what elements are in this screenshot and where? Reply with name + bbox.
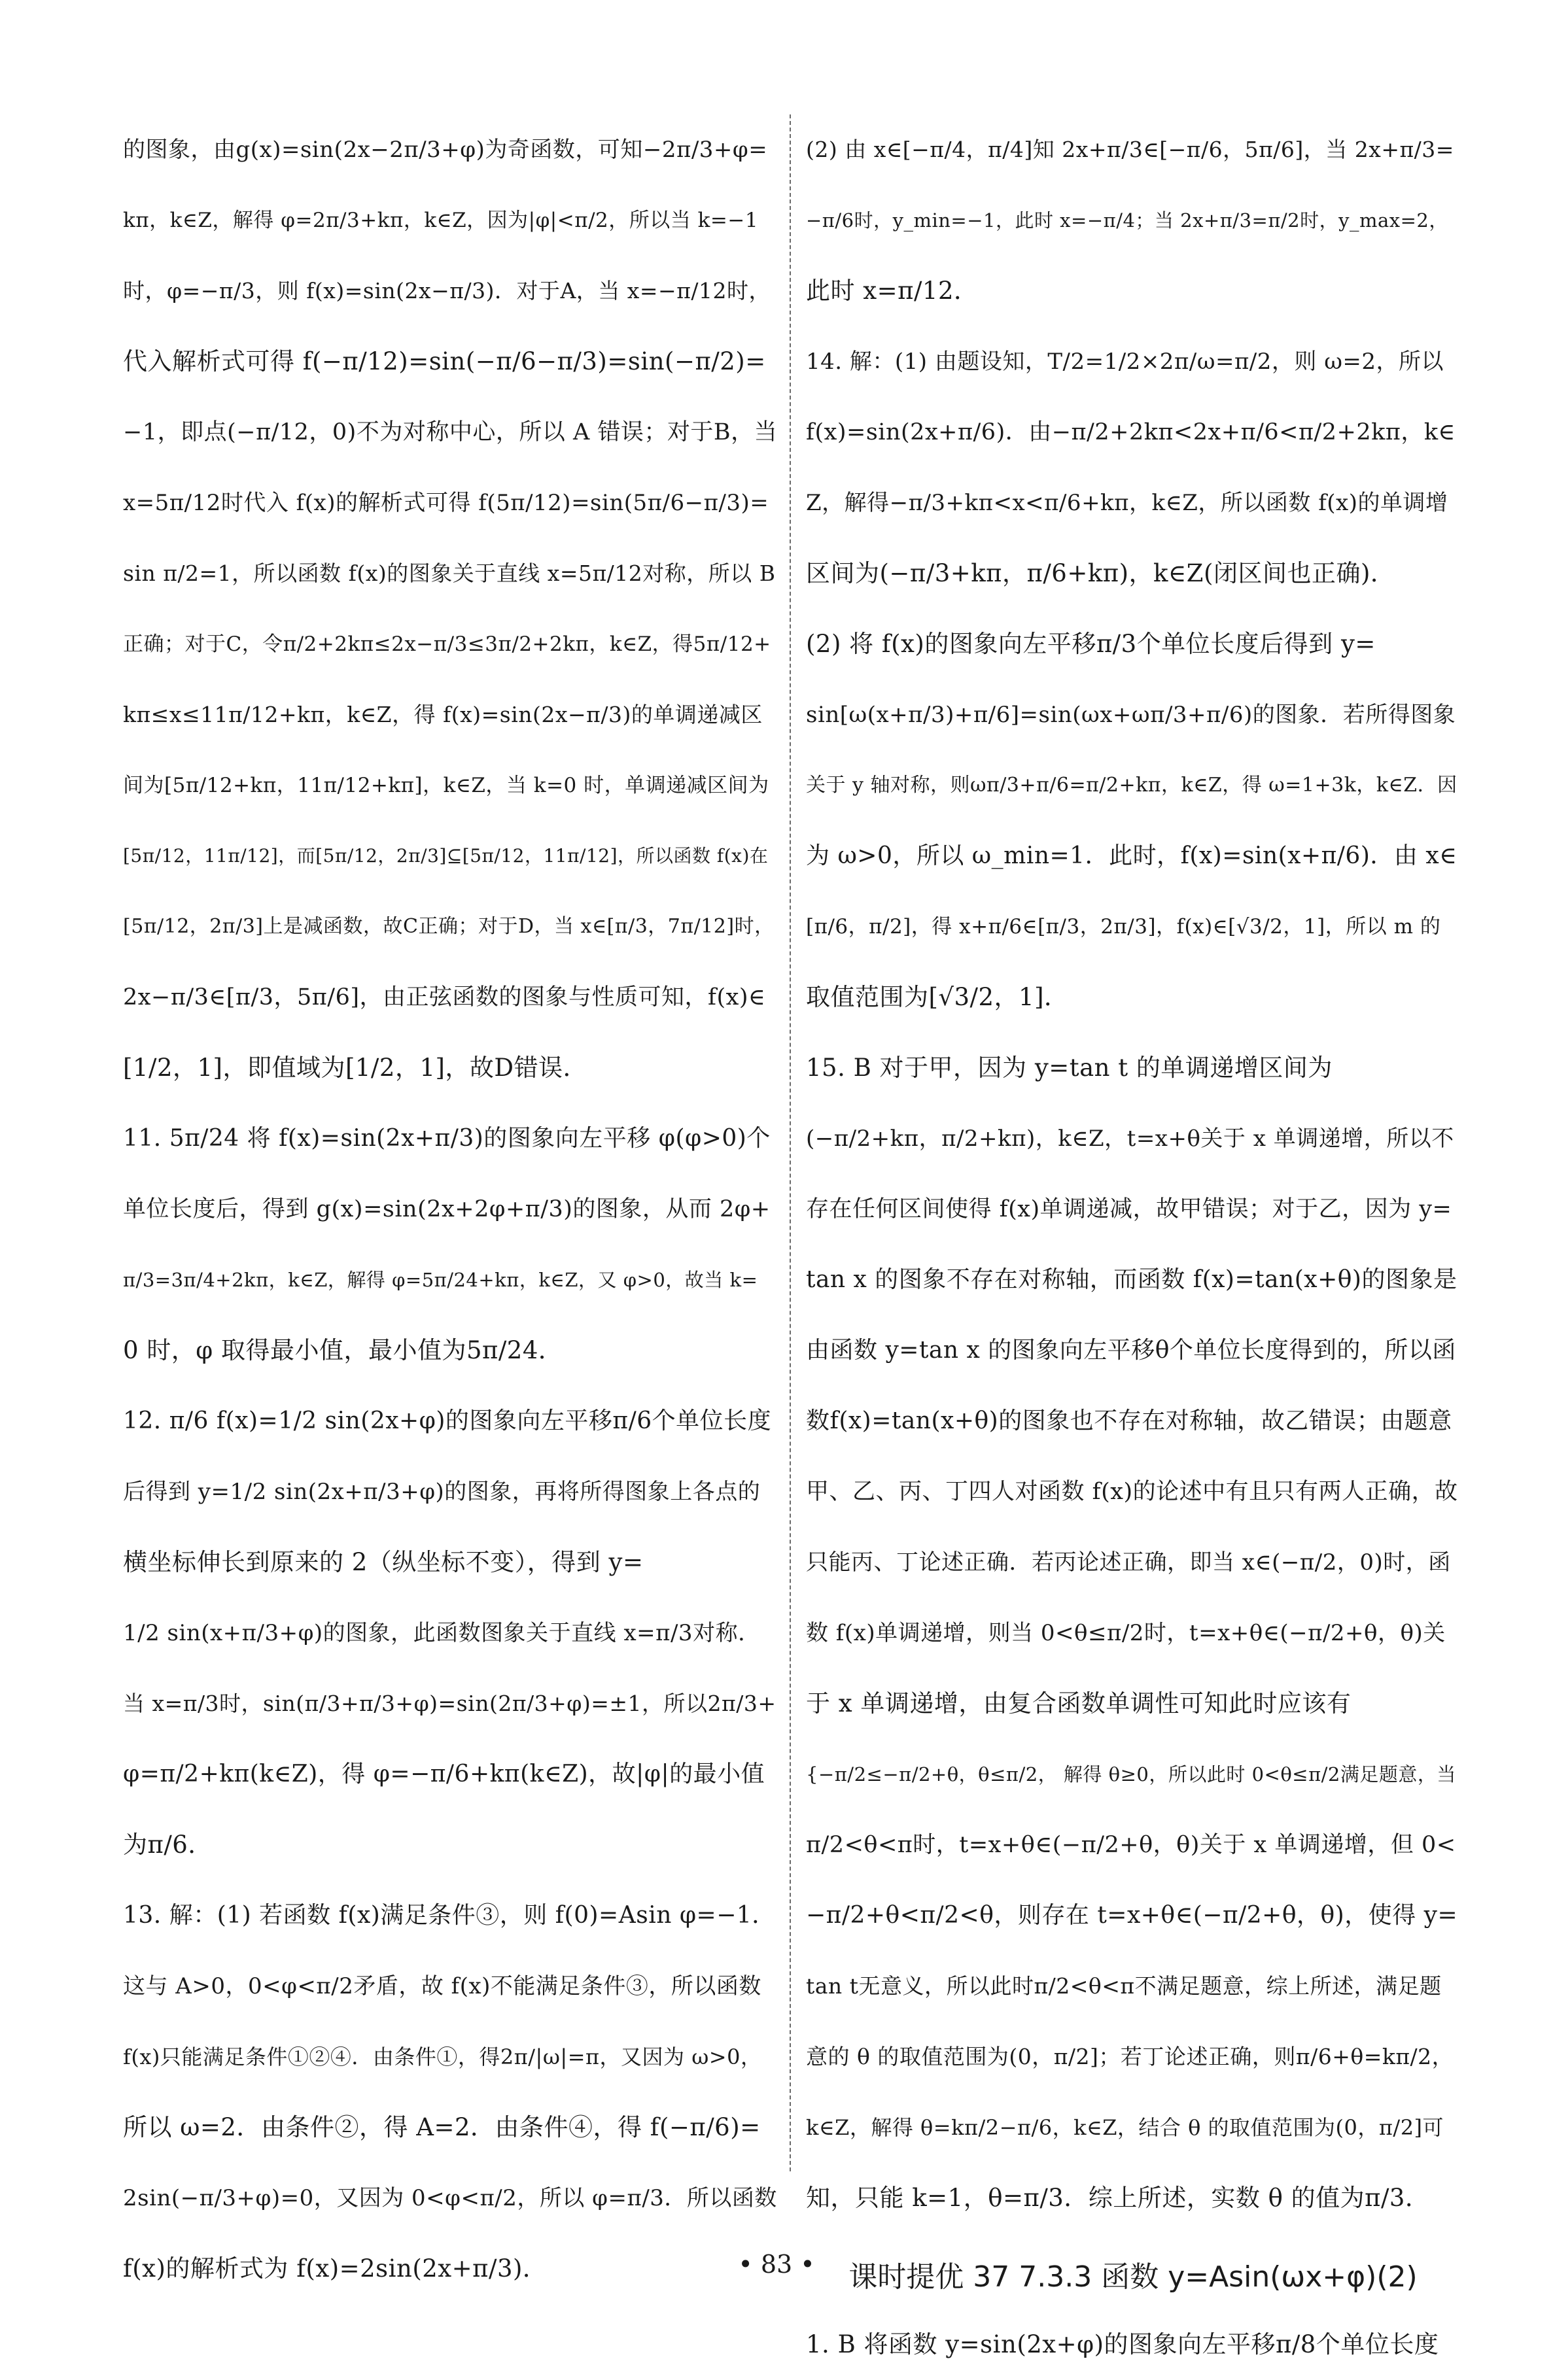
text-line: 为 ω>0，所以 ω_min=1．此时，f(x)=sin(x+π/6)．由 x∈ <box>806 842 1457 869</box>
text-line: k∈Z，解得 θ=kπ/2−π/6，k∈Z，结合 θ 的取值范围为(0，π/2]可 <box>806 2115 1444 2140</box>
text-line: f(x)只能满足条件①②④．由条件①，得2π/|ω|=π，又因为 ω>0， <box>123 2044 762 2069</box>
text-line: 数 f(x)单调递增，则当 0<θ≤π/2时，t=x+θ∈(−π/2+θ，θ)关 <box>806 1620 1446 1646</box>
text-line: 时，φ=−π/3，则 f(x)=sin(2x−π/3)．对于A，当 x=−π/12时， <box>123 278 771 303</box>
text-line: π/2<θ<π时，t=x+θ∈(−π/2+θ，θ)关于 x 单调递增，但 0< <box>806 1832 1456 1858</box>
text-line: 关于 y 轴对称，则ωπ/3+π/6=π/2+kπ，k∈Z，得 ω=1+3k，k∈Z．因 <box>806 774 1457 797</box>
text-line: 取值范围为[√3/2，1]． <box>806 983 1069 1011</box>
text-line: 于 x 单调递增，由复合函数单调性可知此时应该有 <box>806 1689 1352 1717</box>
text-line: Z，解得−π/3+kπ<x<π/6+kπ，k∈Z，所以函数 f(x)的单调增 <box>806 490 1448 516</box>
text-line: 2sin(−π/3+φ)=0，又因为 0<φ<π/2，所以 φ=π/3．所以函数 <box>123 2185 777 2211</box>
text-line: (2) 将 f(x)的图象向左平移π/3个单位长度后得到 y= <box>806 630 1376 658</box>
text-line: kπ，k∈Z，解得 φ=2π/3+kπ，k∈Z，因为|φ|<π/2，所以当 k=−1 <box>123 209 759 232</box>
text-line: 知，只能 k=1，θ=π/3．综上所述，实数 θ 的值为π/3． <box>806 2184 1430 2212</box>
text-line: 为π/6． <box>123 1831 213 1859</box>
text-line: 11. 5π/24 将 f(x)=sin(2x+π/3)的图象向左平移 φ(φ>0)个 <box>123 1125 771 1152</box>
text-line: 所以 ω=2．由条件②，得 A=2．由条件④，得 f(−π/6)= <box>123 2113 761 2141</box>
text-line: 此时 x=π/12． <box>806 277 979 305</box>
text-line: sin π/2=1，所以函数 f(x)的图象关于直线 x=5π/12对称，所以 B <box>123 561 776 586</box>
text-line: 12. π/6 f(x)=1/2 sin(2x+φ)的图象向左平移π/6个单位长度 <box>123 1407 772 1434</box>
text-line: 这与 A>0，0<φ<π/2矛盾，故 f(x)不能满足条件③，所以函数 <box>123 1973 761 1999</box>
text-line: 意的 θ 的取值范围为(0，π/2]；若丁论述正确，则π/6+θ=kπ/2， <box>806 2044 1454 2069</box>
text-line: 当 x=π/3时，sin(π/3+π/3+φ)=sin(2π/3+φ)=±1，所以2π/3+ <box>123 1691 777 1716</box>
text-line: sin[ω(x+π/3)+π/6]=sin(ωx+ωπ/3+π/6)的图象．若所得图象 <box>806 702 1456 728</box>
text-line: −π/2+θ<π/2<θ，则存在 t=x+θ∈(−π/2+θ，θ)，使得 y= <box>806 1902 1458 1929</box>
column-divider <box>790 114 792 2171</box>
text-line: [1/2，1]，即值域为[1/2，1]，故D错误． <box>123 1054 588 1082</box>
text-line: 2x−π/3∈[π/3，5π/6]，由正弦函数的图象与性质可知，f(x)∈ <box>123 984 766 1010</box>
text-line: 间为[5π/12+kπ，11π/12+kπ]，k∈Z，当 k=0 时，单调递减区间为 <box>123 774 769 797</box>
text-line: (−π/2+kπ，π/2+kπ)，k∈Z，t=x+θ关于 x 单调递增，所以不 <box>806 1126 1454 1152</box>
text-line: kπ≤x≤11π/12+kπ，k∈Z，得 f(x)=sin(2x−π/3)的单调递减区 <box>123 702 763 727</box>
text-line: 存在任何区间使得 f(x)单调递减，故甲错误；对于乙，因为 y= <box>806 1196 1452 1222</box>
text-line: f(x)的解析式为 f(x)=2sin(2x+π/3)． <box>123 2254 548 2283</box>
text-line: φ=π/2+kπ(k∈Z)，得 φ=−π/6+kπ(k∈Z)，故|φ|的最小值 <box>123 1761 765 1787</box>
right-column <box>806 114 1460 2380</box>
text-line: tan x 的图象不存在对称轴，而函数 f(x)=tan(x+θ)的图象是 <box>806 1266 1457 1293</box>
text-line: 正确；对于C，令π/2+2kπ≤2x−π/3≤3π/2+2kπ，k∈Z，得5π/12+ <box>123 632 771 656</box>
text-line: [5π/12，2π/3]上是减函数，故C正确；对于D，当 x∈[π/3，7π/12]时， <box>123 915 775 938</box>
text-line: {−π/2≤−π/2+θ，θ≤π/2， 解得 θ≥0，所以此时 0<θ≤π/2满足题意，当 <box>806 1763 1456 1785</box>
text-line: 15. B 对于甲，因为 y=tan t 的单调递增区间为 <box>806 1054 1333 1082</box>
text-line: −1，即点(−π/12，0)不为对称中心，所以 A 错误；对于B，当 <box>123 419 777 445</box>
text-line: (2) 由 x∈[−π/4，π/4]知 2x+π/3∈[−π/6，5π/6]，当 2x+π/3= <box>806 137 1454 162</box>
text-line: 只能丙、丁论述正确．若丙论述正确，即当 x∈(−π/2，0)时，函 <box>806 1549 1451 1576</box>
text-line: π/3=3π/4+2kπ，k∈Z，解得 φ=5π/24+kπ，k∈Z，又 φ>0，故当 k= <box>123 1269 758 1291</box>
text-line: tan t无意义，所以此时π/2<θ<π不满足题意，综上所述，满足题 <box>806 1973 1442 1999</box>
text-line: [5π/12，11π/12]，而[5π/12，2π/3]⊆[5π/12，11π/12]，所以函数 f(x)在 <box>123 845 769 867</box>
text-line: −π/6时，y_min=−1，此时 x=−π/4；当 2x+π/3=π/2时，y_max=2， <box>806 209 1448 232</box>
text-line: 1/2 sin(x+π/3+φ)的图象，此函数图象关于直线 x=π/3对称． <box>123 1620 761 1646</box>
section-title: 课时提优 37 7.3.3 函数 y=Asin(ωx+φ)(2) <box>848 2260 1418 2294</box>
text-line: 代入解析式可得 f(−π/12)=sin(−π/6−π/3)=sin(−π/2)= <box>123 347 766 375</box>
text-line: x=5π/12时代入 f(x)的解析式可得 f(5π/12)=sin(5π/6−π/3)= <box>123 490 769 516</box>
text-line: 单位长度后，得到 g(x)=sin(2x+2φ+π/3)的图象，从而 2φ+ <box>123 1196 771 1222</box>
text-line: 由函数 y=tan x 的图象向左平移θ个单位长度得到的，所以函 <box>806 1337 1456 1364</box>
text-line: 甲、乙、丙、丁四人对函数 f(x)的论述中有且只有两人正确，故 <box>806 1479 1458 1505</box>
left-column <box>123 114 777 2304</box>
text-line: f(x)=sin(2x+π/6)．由−π/2+2kπ<2x+π/6<π/2+2kπ，k∈ <box>806 419 1456 445</box>
text-line: 区间为(−π/3+kπ，π/6+kπ)，k∈Z(闭区间也正确)． <box>806 559 1395 587</box>
text-line: 0 时，φ 取得最小值，最小值为5π/24． <box>123 1336 563 1364</box>
text-line: 1. B 将函数 y=sin(2x+φ)的图象向左平移π/8个单位长度 <box>806 2330 1439 2358</box>
text-line: [π/6，π/2]，得 x+π/6∈[π/3，2π/3]，f(x)∈[√3/2，1]，所以 m 的 <box>806 915 1441 939</box>
text-line: 数f(x)=tan(x+θ)的图象也不存在对称轴，故乙错误；由题意 <box>806 1407 1452 1434</box>
page-number: • 83 • <box>738 2250 815 2279</box>
text-line: 13. 解：(1) 若函数 f(x)满足条件③，则 f(0)=Asin φ=−1． <box>123 1902 776 1929</box>
text-line: 后得到 y=1/2 sin(2x+π/3+φ)的图象，再将所得图象上各点的 <box>123 1479 761 1505</box>
text-line: 14. 解：(1) 由题设知，T/2=1/2×2π/ω=π/2，则 ω=2，所以 <box>806 349 1444 375</box>
text-line: 横坐标伸长到原来的 2（纵坐标不变），得到 y= <box>123 1548 644 1576</box>
text-line: 的图象，由g(x)=sin(2x−2π/3+φ)为奇函数，可知−2π/3+φ= <box>123 137 768 163</box>
